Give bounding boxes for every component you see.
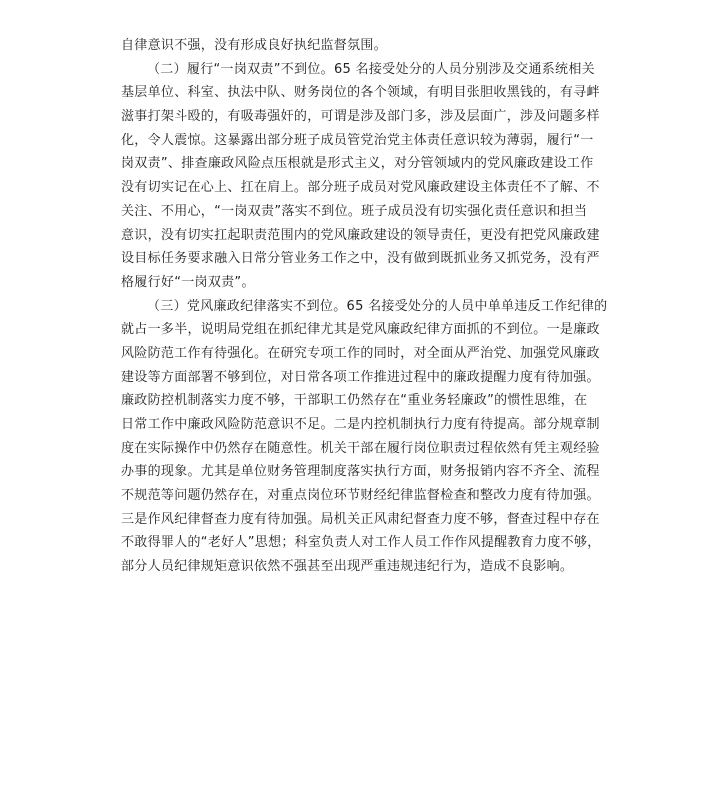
paragraph-line: 基层单位、科室、执法中队、财务岗位的各个领域，有明目张胆收黑钱的，有寻衅	[121, 85, 600, 101]
paragraph-line: 不敢得罪人的“老好人”思想；科室负责人对工作人员工作作风提醒教育力度不够，	[121, 535, 601, 551]
paragraph-line: 没有切实记在心上、扛在肩上。部分班子成员对党风廉政建设主体责任不了解、不	[121, 180, 600, 196]
paragraph-line: 自律意识不强，没有形成良好执纪监督氛围。	[121, 38, 388, 53]
paragraph-start-line: （二）履行“一岗双责”不到位。65 名接受处分的人员分别涉及交通系统相关	[147, 61, 595, 77]
paragraph-line: 化，令人震惊。这暴露出部分班子成员管党治党主体责任意识较为薄弱，履行“一	[121, 132, 594, 148]
paragraph-line: 三是作风纪律督查力度有待加强。局机关正风肃纪督查力度不够，督查过程中存在	[121, 511, 600, 527]
paragraph-line: 廉政防控机制落实力度不够，干部职工仍然存在“重业务轻廉政”的惯性思维，在	[121, 393, 588, 409]
paragraph-line: 不规范等问题仍然存在，对重点岗位环节财经纪律监督检查和整改力度有待加强。	[121, 488, 600, 504]
paragraph-start-line: （三）党风廉政纪律落实不到位。65 名接受处分的人员中单单违反工作纪律的	[147, 298, 608, 314]
paragraph-line: 建设等方面部署不够到位，对日常各项工作推进过程中的廉政提醒力度有待加强。	[121, 369, 600, 385]
paragraph-line: 风险防范工作有待强化。在研究专项工作的同时，对全面从严治党、加强党风廉政	[121, 345, 600, 361]
document-body	[121, 34, 608, 579]
paragraph-line: 设目标任务要求融入日常分管业务工作之中，没有做到既抓业务又抓党务，没有严	[121, 251, 600, 267]
paragraph-line: 意识，没有切实扛起职责范围内的党风廉政建设的领导责任，更没有把党风廉政建	[121, 227, 600, 243]
paragraph-line: 关注、不用心，“一岗双责”落实不到位。班子成员没有切实强化责任意识和担当	[121, 203, 588, 219]
paragraph-line: 格履行好“一岗双责”。	[121, 274, 255, 290]
paragraph-line: 办事的现象。尤其是单位财务管理制度落实执行方面，财务报销内容不齐全、流程	[121, 464, 600, 480]
paragraph-line: 度在实际操作中仍然存在随意性。机关干部在履行岗位职责过程依然有凭主观经验	[121, 440, 600, 456]
paragraph-line: 岗双责”、排查廉政风险点压根就是形式主义，对分管领域内的党风廉政建设工作	[121, 156, 594, 172]
paragraph-line: 日常工作中廉政风险防范意识不足。二是内控机制执行力度有待提高。部分规章制	[121, 417, 600, 432]
paragraph-line: 滋事打架斗殴的，有吸毒强奸的，可谓是涉及部门多，涉及层面广，涉及问题多样	[121, 109, 600, 125]
paragraph-line: 就占一多半，说明局党组在抓纪律尤其是党风廉政纪律方面抓的不到位。一是廉政	[121, 322, 600, 338]
paragraph-line: 部分人员纪律规矩意识依然不强甚至出现严重违规违纪行为，造成不良影响。	[121, 559, 574, 575]
